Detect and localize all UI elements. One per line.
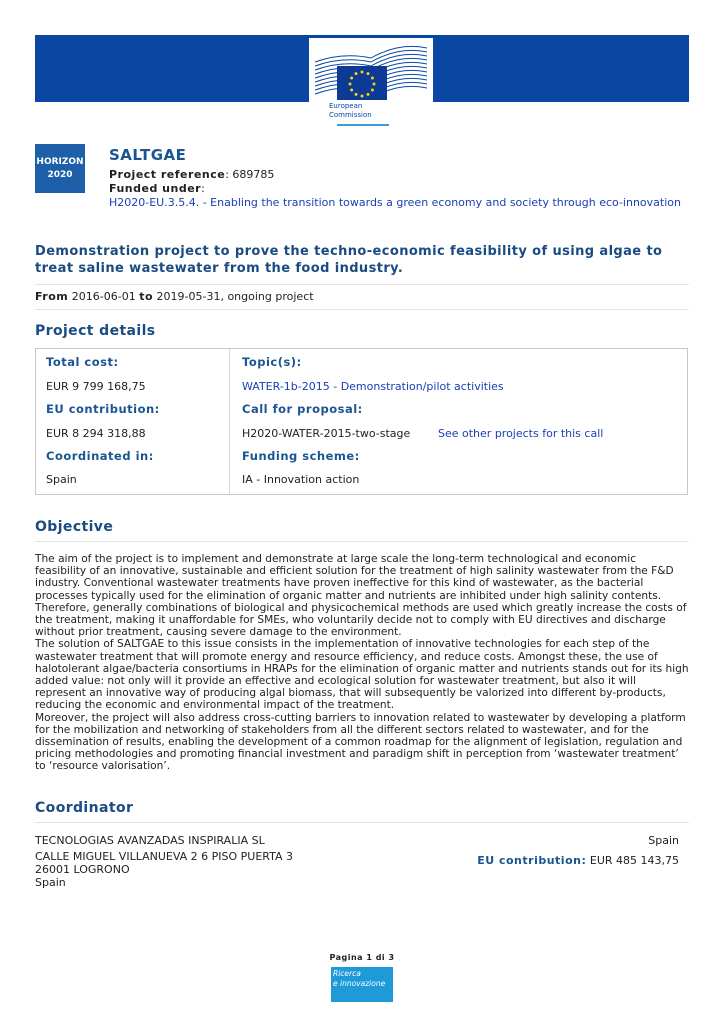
objective-paragraph: The aim of the project is to implement and demonstrate at large scale the long-term technological and economic feasibility of an innovative, sustainable and efficient solution for the treatment of high salinity wastewater from the F&D industry. Conventional wastewater treatments have proven ineffective for this kind of wastewater, as the bacterial processes typically used for the elimination of organic matter and nutrients are inhibited under high salinity contents. Therefore, generally combinations of biological and physicochemical methods are used which greatly increase the costs of the treatment, making it unaffordable for SMEs, who voluntarily decide not to comply with EU directives and discharge without prior treatment, causing severe damage to the environment.: [35, 553, 687, 639]
divider: [35, 284, 689, 285]
from-date: 2016-06-01: [71, 290, 136, 303]
to-label: to: [139, 290, 154, 303]
address-line: 26001 LOGRONO: [35, 863, 130, 876]
reference-label: Project reference: [109, 168, 226, 181]
badge-line1: HORIZON: [36, 156, 84, 167]
coordinator-country: Spain: [648, 834, 679, 847]
divider: [35, 541, 689, 542]
eu-contribution-label: EU contribution:: [46, 402, 160, 416]
reference-value: 689785: [232, 168, 275, 181]
objective-paragraph: Moreover, the project will also address cross-cutting barriers to innovation related to wastewater by developing a platform for the mobilization and networking of stakeholders from all the different sectors related to wastewater, and for the dissemination of results, enabling the development of a common roadmap for the alignment of legislation, regulation and pricing methodologies and promoting financial investment and paradigm shift in perception from ‘wastewater treatment’ to ‘resource valorisation’.: [35, 711, 686, 773]
funding-scheme-value: IA - Innovation action: [242, 473, 360, 486]
page-number: Pagina 1 di 3: [329, 953, 395, 962]
funding-scheme-label: Funding scheme:: [242, 449, 360, 463]
eu-flag-icon: [337, 66, 387, 100]
call-value: H2020-WATER-2015-two-stage: [242, 427, 411, 440]
horizon-2020-badge: [35, 144, 85, 193]
to-date: 2019-05-31, ongoing project: [156, 290, 314, 303]
objective-text: [35, 553, 690, 773]
objective-heading: Objective: [35, 519, 114, 535]
coordinator-heading: Coordinator: [35, 800, 134, 816]
see-other-projects-link[interactable]: See other projects for this call: [438, 427, 604, 440]
objective-paragraph: The solution of SALTGAE to this issue consists in the implementation of innovative technologies for each step of the wastewater treatment that will promote energy and resource efficiency, and reduce costs. Amongst these, the use of halotolerant algae/bacteria consortiums in HRAPs for the elimination of organic matter and nutrients stands out for its high added value: not only will it provide an effective and ecological solution for wastewater treatment, but also it will represent an innovative way of producing algal biomass, that will subsequently be valorized into different by-products, reducing the economic and environmental impact of the treatment.: [35, 638, 689, 712]
coordinator-name: TECNOLOGIAS AVANZADAS INSPIRALIA SL: [35, 834, 265, 847]
funded-under-link[interactable]: H2020-EU.3.5.4. - Enabling the transition towards a green economy and society through eco-innovation: [109, 196, 681, 209]
project-dates: [35, 290, 314, 303]
funded-label: Funded under: [109, 182, 202, 195]
logo-line2: e innovazione: [333, 979, 386, 988]
divider: [35, 309, 689, 310]
topic-link[interactable]: WATER-1b-2015 - Demonstration/pilot activities: [242, 380, 504, 393]
project-acronym: SALTGAE: [109, 146, 187, 164]
coordinated-in-value: Spain: [46, 473, 77, 486]
project-title: Demonstration project to prove the techno-economic feasibility of using algae to treat saline wastewater from the food industry.: [35, 244, 663, 276]
coordinator-contribution-value: EUR 485 143,75: [589, 854, 679, 867]
european-commission-logo: [309, 38, 433, 128]
total-cost-label: Total cost:: [46, 355, 119, 369]
eu-contribution-value: EUR 8 294 318,88: [46, 427, 146, 440]
call-label: Call for proposal:: [242, 402, 363, 416]
ricerca-innovazione-logo: [331, 967, 393, 1002]
coordinator-address: [35, 834, 293, 889]
project-meta: Project reference: 689785 Funded under: H2020-EU.3.5.4. - Enabling the transition towards a green economy and society through eco-innovation: [109, 168, 681, 209]
topics-label: Topic(s):: [242, 355, 302, 369]
ec-text-line2: Commission: [329, 111, 372, 119]
from-label: From: [35, 290, 69, 303]
coordinated-in-label: Coordinated in:: [46, 449, 154, 463]
ec-underline: [337, 124, 389, 126]
total-cost-value: EUR 9 799 168,75: [46, 380, 146, 393]
address-line: Spain: [35, 876, 66, 889]
project-details-heading: Project details: [35, 323, 156, 339]
ec-logo-text: [329, 102, 389, 120]
divider: [35, 822, 689, 823]
project-details-table: [35, 348, 688, 495]
address-line: CALLE MIGUEL VILLANUEVA 2 6 PISO PUERTA 3: [35, 850, 294, 863]
ec-text-line1: European: [329, 102, 363, 110]
coordinator-contribution: [477, 854, 679, 867]
coordinator-contribution-label: EU contribution:: [477, 854, 587, 867]
badge-line2: 2020: [47, 169, 73, 180]
logo-line1: Ricerca: [333, 969, 361, 978]
column-divider: [229, 349, 230, 494]
